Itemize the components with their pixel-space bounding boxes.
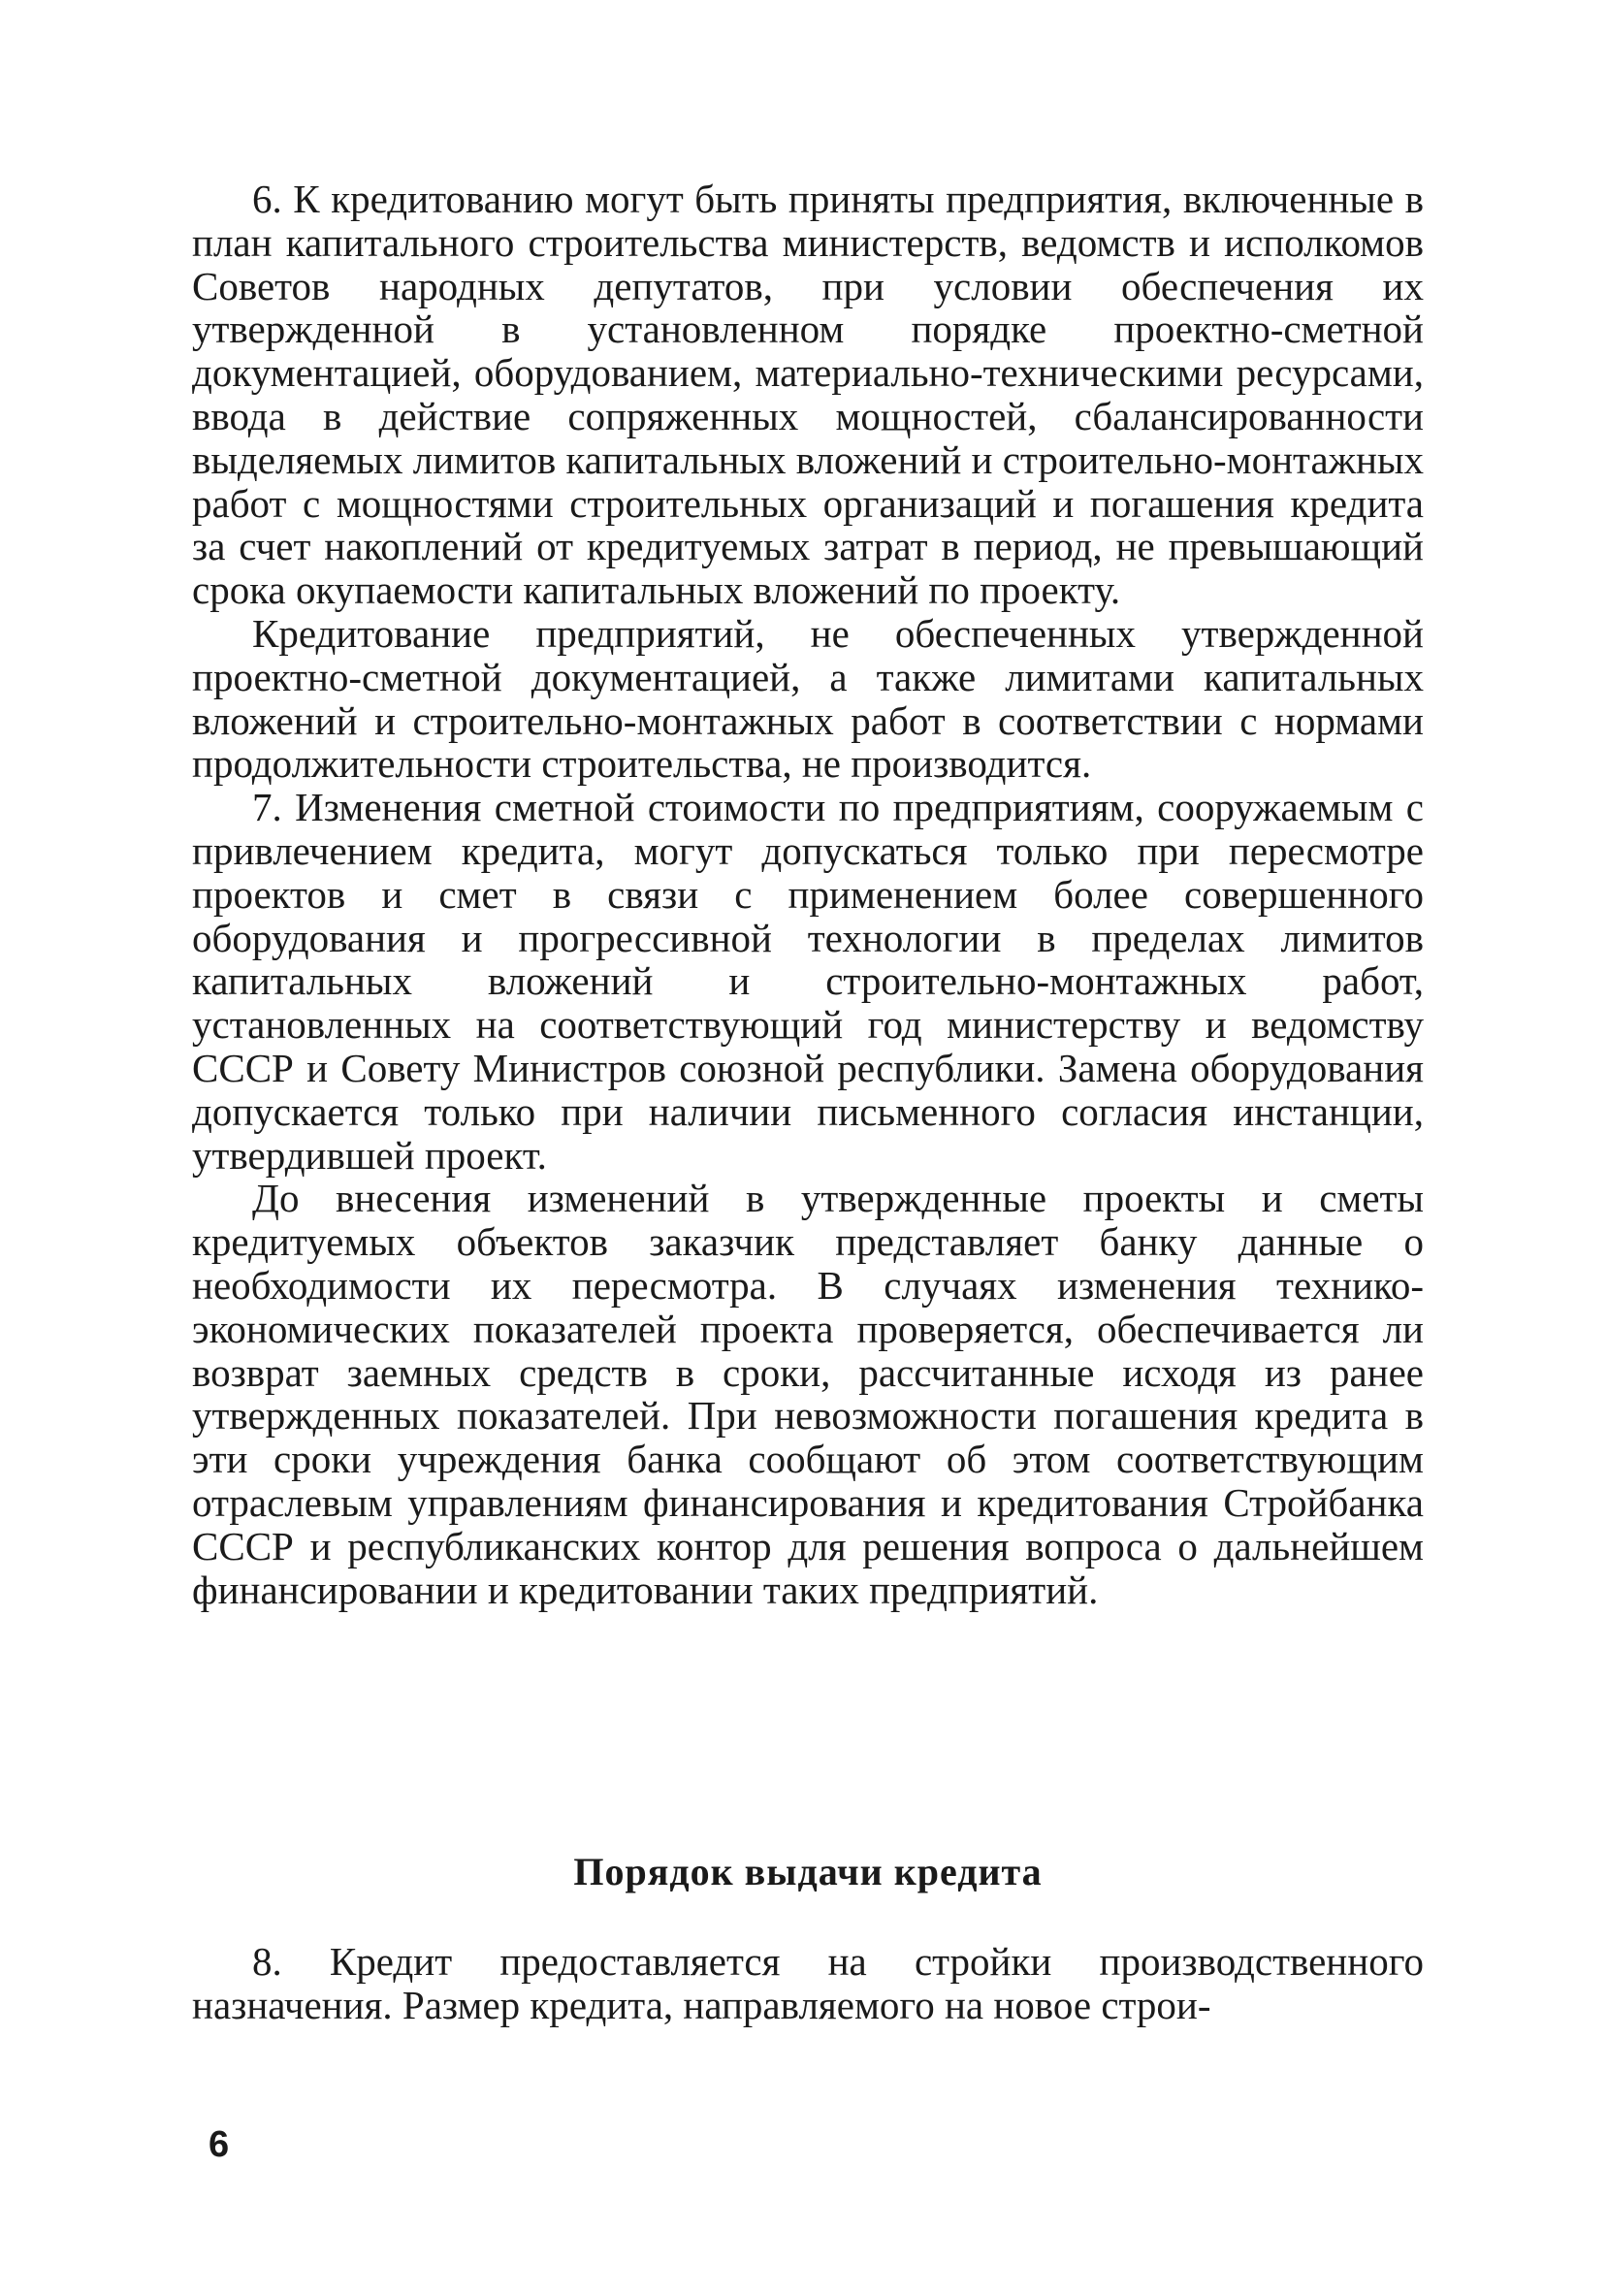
section-text-block — [192, 1940, 1424, 2027]
paragraph-6: 6. К кредитованию могут быть приняты предприятия, включенные в план капитального строительства министерств, ведомств и исполкомов Советов народных депутатов, при условии обеспечения их утвержденной в установленном порядке проектно-сметной документацией, оборудованием, материально-техническими ресурсами, ввода в действие сопряженных мощностей, сбалансированности выделяемых лимитов капитальных вложений и строительно-монтажных работ с мощностями строительных организаций и погашения кредита за счет накоплений от кредитуемых затрат в период, не превышающий срока окупаемости капитальных вложений по проекту. — [192, 177, 1424, 613]
paragraph-7: 7. Изменения сметной стоимости по предприятиям, сооружаемым с привлечением кредита, могут допускаться только при пересмотре проектов и смет в связи с применением более совершенного оборудования и прогрессивной технологии в пределах лимитов капитальных вложений и строительно-монтажных работ, установленных на соответствующий год министерству и ведомству СССР и Совету Министров союзной республики. Замена оборудования допускается только при наличии письменного согласия инстанции, утвердившей проект. — [192, 785, 1424, 1178]
paragraph-7-continued: До внесения изменений в утвержденные проекты и сметы кредитуемых объектов заказчик представляет банку данные о необходимости их пересмотра. В случаях изменения технико-экономических показателей проекта проверяется, обеспечивается ли возврат заемных средств в сроки, рассчитанные исходя из ранее утвержденных показателей. При невозможности погашения кредита в эти сроки учреждения банка сообщают об этом соответствующим отраслевым управлениям финансирования и кредитования Стройбанка СССР и республиканских контор для решения вопроса о дальнейшем финансировании и кредитовании таких предприятий. — [192, 1176, 1424, 1612]
paragraph-6-continued: Кредитование предприятий, не обеспеченных утвержденной проектно-сметной документацией, а также лимитами капитальных вложений и строительно-монтажных работ в соответствии с нормами продолжительности строительства, не производится. — [192, 610, 1424, 787]
main-text-block — [192, 178, 1424, 1611]
paragraph-8: 8. Кредит предоставляется на стройки производственного назначения. Размер кредита, направляемого на новое строи- — [192, 1939, 1424, 2027]
section-heading: Порядок выдачи кредита — [573, 1850, 1043, 1893]
page-number: 6 — [209, 2124, 230, 2165]
